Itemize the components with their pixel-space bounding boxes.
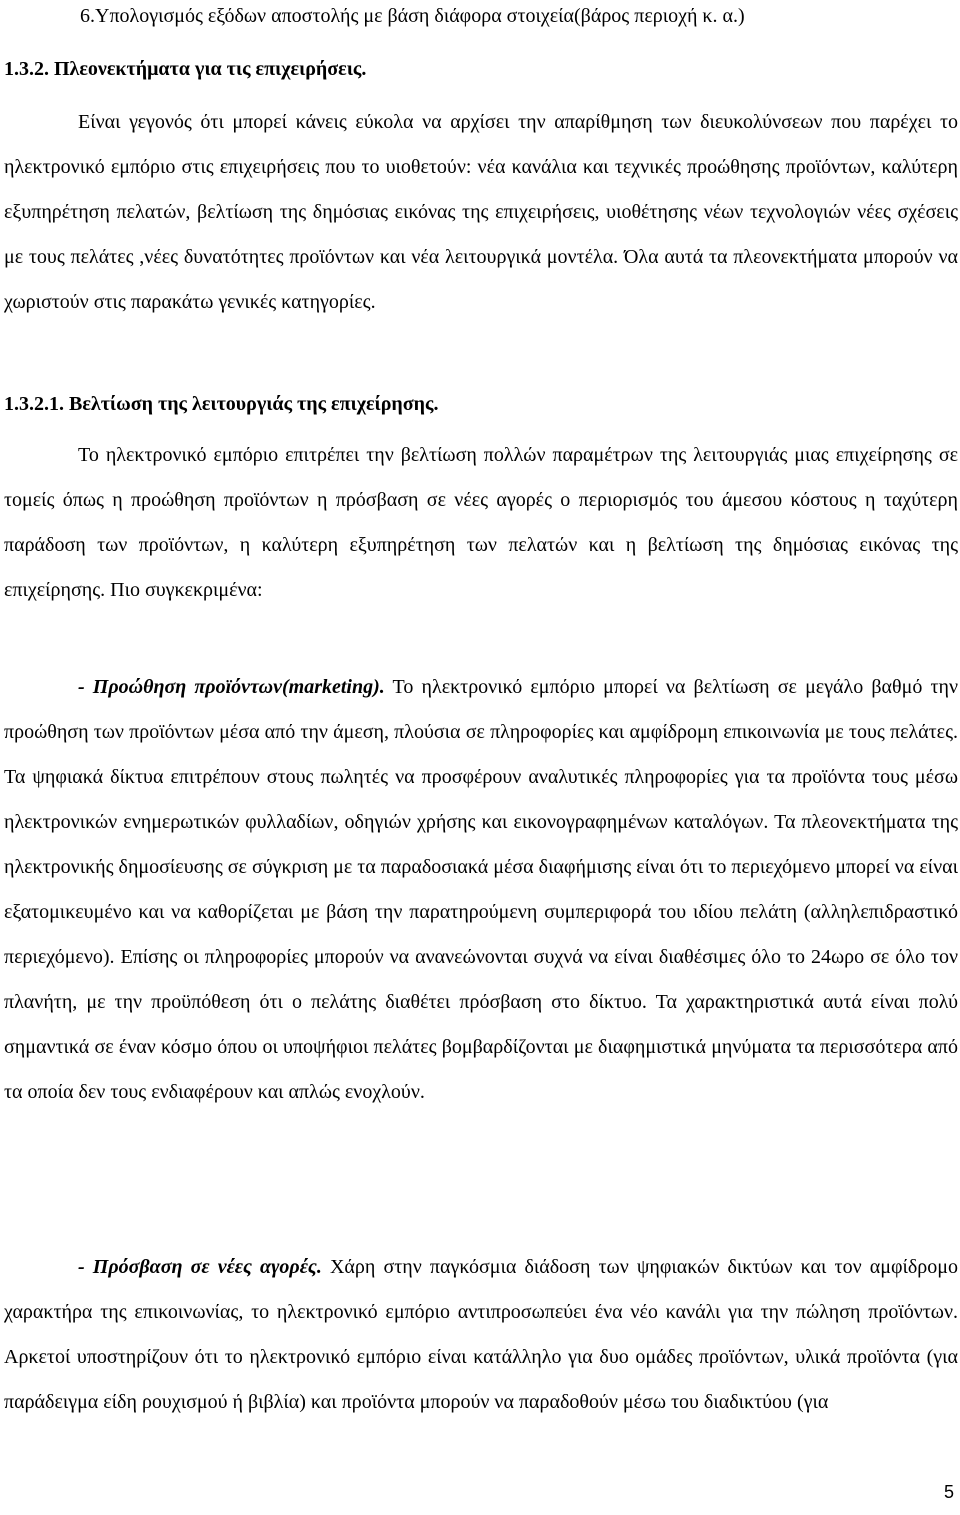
section-heading: 1.3.2. Πλεονεκτήματα για τις επιχειρήσεις. bbox=[4, 58, 367, 80]
intro-paragraph-text: Είναι γεγονός ότι μπορεί κάνεις εύκολα να αρχίσει την απαρίθμηση των διευκολύνσεων που παρέχει το ηλεκτρονικό εμπόριο στις επιχειρήσεις που το υιοθετούν: νέα κανάλια και τεχνικές προώθησης προϊόντων, καλύτερη εξυπηρέτηση πελατών, βελτίωση της δημόσιας εικόνας της επιχειρήσεις, υιοθέτησης νέων τεχνολογιών νέες σχέσεις με τους πελάτες ,νέες δυνατότητες προϊόντων και νέα λειτουργικά μοντέλα. Όλα αυτά τα πλεονεκτήματα μπορούν να χωριστούν στις παρακάτω γενικές κατηγορίες. bbox=[4, 111, 958, 313]
new-markets-lead: - Πρόσβαση σε νέες αγορές. bbox=[78, 1256, 322, 1278]
marketing-text: Το ηλεκτρονικό εμπόριο μπορεί να βελτίωση σε μεγάλο βαθμό την προώθηση των προϊόντων μέσα από την άμεση, πλούσια σε πληροφορίες και αμφίδρομη επικοινωνία με τους πελάτες. Τα ψηφιακά δίκτυα επιτρέπουν στους πωλητές να προσφέρουν αναλυτικές πληροφορίες για τα προϊόντα τους μέσω ηλεκτρονικών ενημερωτικών φυλλαδίων, οδηγιών χρήσης και εικονογραφημένων καταλόγων. Τα πλεονεκτήματα της ηλεκτρονικής δημοσίευσης σε σύγκριση με τα παραδοσιακά μέσα διαφήμισης είναι ότι το περιεχόμενο μπορεί να είναι εξατομικευμένο και να καθορίζεται με βάση την παρατηρούμενη συμπεριφορά του ιδίου πελάτη (αλληλεπιδραστικό περιεχόμενο). Επίσης οι πληροφορίες μπορούν να ανανεώνονται συχνά να είναι διαθέσιμες όλο το 24ωρο σε όλο τον πλανήτη, με την προϋπόθεση ότι ο πελάτης διαθέτει πρόσβαση στο δίκτυο. Τα χαρακτηριστικά αυτά είναι πολύ σημαντικά σε έναν κόσμο όπου οι υποψήφιοι πελάτες βομβαρδίζονται με διαφημιστικά μηνύματα τα περισσότερα από τα οποία δεν τους ενδιαφέρουν και απλώς ενοχλούν. bbox=[4, 676, 959, 1103]
page-number: 5 bbox=[943, 1482, 954, 1502]
new-markets-paragraph bbox=[4, 1245, 958, 1425]
intro-paragraph bbox=[4, 100, 958, 325]
subsection-heading: 1.3.2.1. Βελτίωση της λειτουργιάς της επιχείρησης. bbox=[4, 393, 439, 415]
marketing-paragraph bbox=[4, 665, 958, 1115]
subsection-paragraph bbox=[4, 433, 958, 613]
new-markets-text: Χάρη στην παγκόσμια διάδοση των ψηφιακών δικτύων και τον αμφίδρομο χαρακτήρα της επικοινωνίας, το ηλεκτρονικό εμπόριο αντιπροσωπεύει ένα νέο κανάλι για την πώληση προϊόντων. Αρκετοί υποστηρίζουν ότι το ηλεκτρονικό εμπόριο είναι κατάλληλο για δυο ομάδες προϊόντων, υλικά προϊόντα (για παράδειγμα είδη ρουχισμού ή βιβλία) και προϊόντα μπορούν να παραδοθούν μέσω του διαδικτύου (για bbox=[4, 1256, 959, 1413]
list-item-6: 6.Υπολογισμός εξόδων αποστολής με βάση διάφορα στοιχεία(βάρος περιοχή κ. α.) bbox=[80, 5, 745, 27]
subsection-paragraph-text: Το ηλεκτρονικό εμπόριο επιτρέπει την βελτίωση πολλών παραμέτρων της λειτουργιάς μιας επιχείρησης σε τομείς όπως η προώθηση προϊόντων η πρόσβαση σε νέες αγορές ο περιορισμός του άμεσου κόστους η ταχύτερη παράδοση των προϊόντων, η καλύτερη εξυπηρέτηση των πελατών και η βελτίωση της δημόσιας εικόνας της επιχείρησης. Πιο συγκεκριμένα: bbox=[4, 444, 958, 601]
marketing-lead: - Προώθηση προϊόντων(marketing). bbox=[78, 676, 385, 698]
